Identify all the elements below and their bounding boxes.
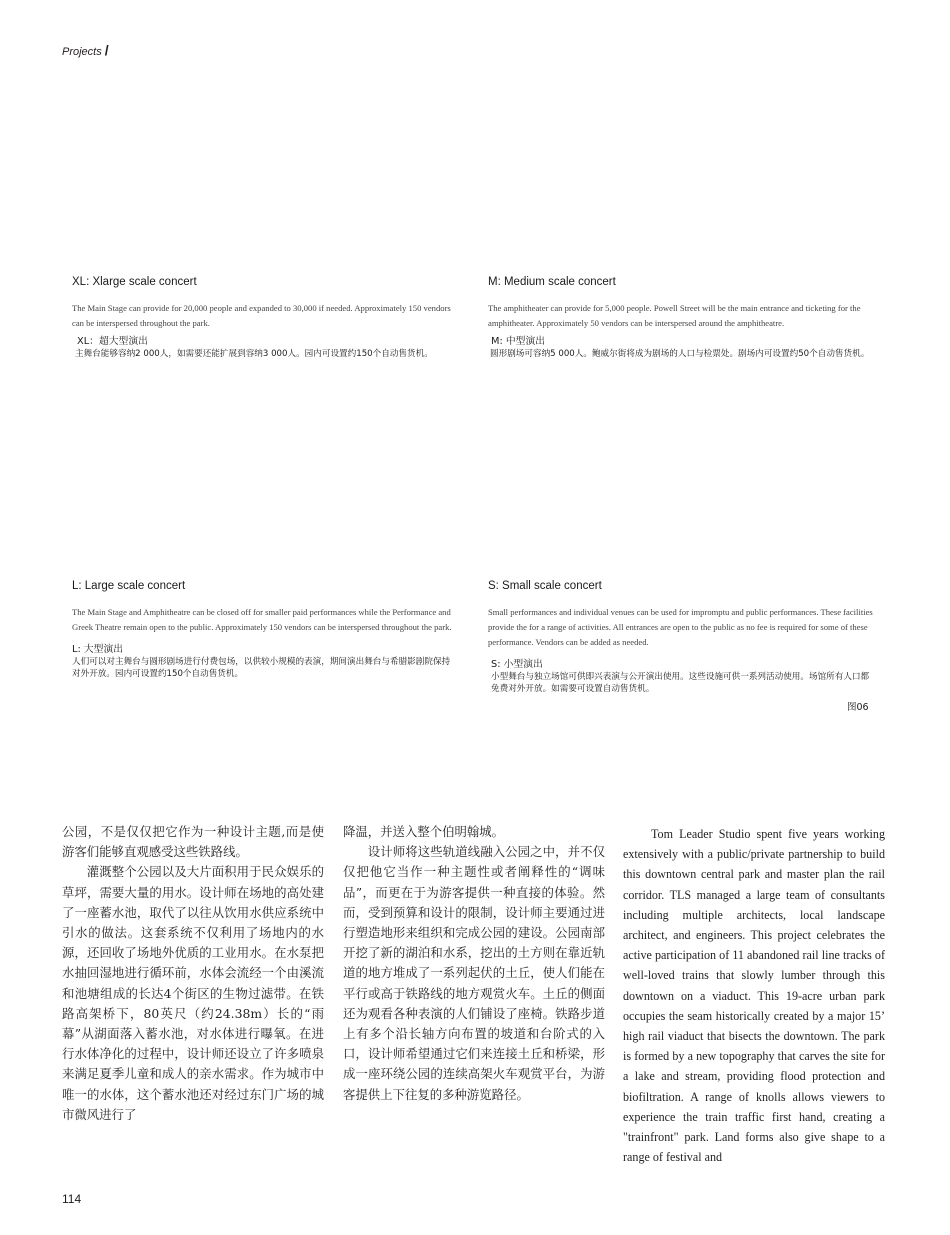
panel-m-text-cn: 圆形剧场可容纳5 000人。鲍威尔街将成为剧场的人口与检票处。剧场内可设置约50个自动售货机。 <box>490 349 870 359</box>
panel-m-text-en: The amphitheater can provide for 5,000 people. Powell Street will be the main entrance and ticketing for the amphitheater. Approximately 50 vendors can be interspersed around the amphitheatre. <box>488 303 861 328</box>
section-label: Projects <box>62 46 102 58</box>
body-paragraph: 降温，并送入整个伯明翰城。 <box>343 824 505 839</box>
panel-s-text-cn: 小型舞台与独立场馆可供即兴表演与公开演出使用。这些设施可供一系列活动使用。场馆所有人口都免费对外开放。如需要可设置自动售货机。 <box>491 672 870 694</box>
body-column-3 <box>623 824 885 1167</box>
section-separator: / <box>104 42 109 58</box>
section-header <box>62 42 109 58</box>
panel-s-title-cn: S: 小型演出 <box>491 659 543 670</box>
body-column-1 <box>62 822 324 1125</box>
panel-xl-text-en: The Main Stage can provide for 20,000 people and expanded to 30,000 if needed. Approximately 150 vendors can be interspersed throughout the park. <box>72 303 451 328</box>
body-column-2 <box>343 822 605 1105</box>
body-paragraph: 设计师将这些轨道线融入公园之中，并不仅仅把他它当作一种主题性或者阐释性的“调味品”，而更在于为游客提供一种直接的体验。然而，受到预算和设计的限制，设计师主要通过进行塑造地形来组织和完成公园的建设。公园南部开挖了新的湖泊和水系，挖出的土方则在靠近轨道的地方堆成了一系列起伏的土丘，使人们能在平行或高于铁路线的地方观赏火车。土丘的侧面还为观看各种表演的人们铺设了座椅。铁路步道上有多个沿长轴方向布置的坡道和台阶式的入口，设计师希望通过它们来连接土丘和桥梁，形成一座环绕公园的连续高架火车观赏平台，为游客提供上下往复的多种游览路径。 <box>343 844 605 1102</box>
panel-l-title: L: Large scale concert <box>72 580 186 592</box>
body-paragraph-en: Tom Leader Studio spent five years working extensively with a public/private partnership to build this downtown central park and master plan the rail corridor. TLS managed a large team of consultants including multiple architects, local landscape architect, and engineers. This project celebrates the active participation of 11 abandoned rail line tracks of well-loved trains that slowly lumber through this downtown on a viaduct. This 19-acre urban park occupies the seam historically created by a major 15’ high rail viaduct that bisects the downtown. The park is formed by a new topography that carves the site for a lake and stream, providing flood protection and biofiltration. A range of knolls allows viewers to experience the train traffic first hand, creating a "trainfront" park. Land forms also give shape to a range of festival and <box>623 827 885 1165</box>
panel-l <box>72 580 464 680</box>
panel-xl-text-cn: 主舞台能够容纳2 000人，如需要还能扩展到容纳3 000人。园内可设置约150个自动售货机。 <box>75 349 433 359</box>
figure-label: 图06 <box>847 702 869 713</box>
body-paragraph: 灌溉整个公园以及大片面积用于民众娱乐的草坪，需要大量的用水。设计师在场地的高处建了一座蓄水池，取代了以往从饮用水供应系统中引水的做法。这套系统不仅利用了场地内的水源，还回收了场地外优质的工业用水。在水泵把水抽回湿地进行循环前，水体会流经一个由溪流和池塘组成的长达4个街区的生物过滤带。在铁路高架桥下，80英尺（约24.38m）长的“雨幕”从湖面落入蓄水池，对水体进行曝氧。在进行水体净化的过程中，设计师还设立了许多喷泉来满足夏季儿童和成人的亲水需求。作为城市中唯一的水体，这个蓄水池还对经过东门广场的城市微风进行了 <box>62 864 324 1122</box>
panel-m <box>488 276 873 360</box>
body-paragraph: 公园，不是仅仅把它作为一种设计主题,而是使游客们能够直观感受这些铁路线。 <box>62 824 324 860</box>
panel-s-title: S: Small scale concert <box>488 580 602 592</box>
panel-s <box>488 580 873 695</box>
panel-xl-title: XL: Xlarge scale concert <box>72 276 197 288</box>
panel-l-title-cn: L: 大型演出 <box>72 644 124 655</box>
panel-l-text-cn: 人们可以对主舞台与圆形剧场进行付费包场，以供较小规模的表演，期间演出舞台与希腊影剧院保持对外开放。园内可设置约150个自动售货机。 <box>72 657 451 679</box>
panel-s-text-en: Small performances and individual venues can be used for impromptu and public performances. These facilities provide the for a range of activities. All entrances are open to the public as no fee is required for some of these performance. Vendors can be added as needed. <box>488 607 873 647</box>
panel-l-text-en: The Main Stage and Amphitheatre can be closed off for smaller paid performances while the Performance and Greek Theatre remain open to the public. Approximately 150 vendors can be interspersed throughout the park. <box>72 607 452 632</box>
page-number: 114 <box>62 1192 82 1206</box>
panel-xl <box>72 276 464 360</box>
panel-m-title: M: Medium scale concert <box>488 276 616 288</box>
panel-xl-title-cn: XL：超大型演出 <box>77 336 148 347</box>
panel-m-title-cn: M: 中型演出 <box>491 336 546 347</box>
